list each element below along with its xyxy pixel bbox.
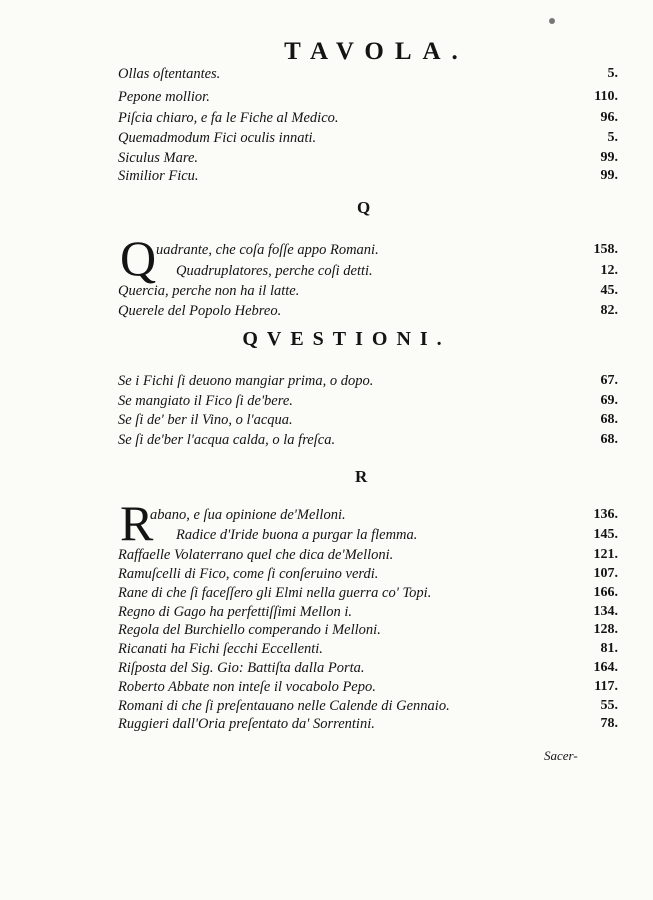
index-entry bbox=[118, 602, 618, 622]
entry-text: uadrante, che coſa foſſe appo Romani. bbox=[156, 242, 379, 258]
index-entry bbox=[118, 87, 618, 107]
index-entry bbox=[118, 620, 618, 640]
index-entry bbox=[118, 371, 618, 391]
entry-page: 5. bbox=[607, 66, 618, 81]
entry-text: Riſposta del Sig. Gio: Battiſta dalla Porta. bbox=[118, 660, 365, 676]
entry-text: Raffaelle Volaterrano quel che dica de'Melloni. bbox=[118, 547, 394, 563]
index-entry bbox=[118, 639, 618, 659]
entry-text: Quemadmodum Fici oculis innati. bbox=[118, 130, 317, 146]
entry-page: 145. bbox=[593, 527, 618, 542]
index-entry bbox=[118, 564, 618, 584]
section-heading: QVESTIONI. bbox=[242, 328, 451, 350]
entry-text: Querele del Popolo Hebreo. bbox=[118, 303, 282, 319]
index-entry bbox=[156, 240, 618, 260]
entry-page: 81. bbox=[600, 641, 618, 656]
index-entry bbox=[118, 696, 618, 716]
entry-text: Rane di che ſi faceſſero gli Elmi nella guerra co' Topi. bbox=[118, 585, 432, 601]
entry-page: 158. bbox=[593, 242, 618, 257]
entry-page: 55. bbox=[600, 698, 618, 713]
entry-text: Pepone mollior. bbox=[118, 89, 210, 105]
entry-text: Romani di che ſi preſentauano nelle Calende di Gennaio. bbox=[118, 698, 450, 714]
entry-text: Se mangiato il Fico ſi de'bere. bbox=[118, 393, 293, 409]
index-entry bbox=[118, 64, 618, 84]
entry-page: 128. bbox=[593, 622, 618, 637]
entry-text: Regola del Burchiello comperando i Melloni. bbox=[118, 622, 381, 638]
entry-text: Radice d'Iride buona a purgar la flemma. bbox=[176, 527, 418, 543]
index-entry bbox=[118, 148, 618, 168]
entry-text: Se i Fichi ſi deuono mangiar prima, o dopo. bbox=[118, 373, 374, 389]
entry-page: 68. bbox=[600, 412, 618, 427]
entry-text: Quercia, perche non ha il latte. bbox=[118, 283, 300, 299]
drop-cap-r: R bbox=[120, 495, 154, 551]
index-entry bbox=[118, 301, 618, 321]
entry-page: 78. bbox=[600, 716, 618, 731]
index-entry bbox=[118, 166, 618, 186]
entry-text: Siculus Mare. bbox=[118, 150, 199, 166]
index-entry bbox=[118, 128, 618, 148]
page-title: TAVOLA. bbox=[284, 38, 469, 65]
index-entry bbox=[118, 108, 618, 128]
index-entry bbox=[118, 525, 618, 545]
entry-page: 5. bbox=[607, 130, 618, 145]
entry-text: Quadruplatores, perche coſi detti. bbox=[176, 263, 373, 279]
entry-text: Regno di Gago ha perfettiſſimi Mellon i. bbox=[118, 604, 352, 620]
entry-page: 134. bbox=[593, 604, 618, 619]
entry-page: 117. bbox=[594, 679, 618, 694]
drop-cap-q: Q bbox=[120, 230, 157, 286]
index-entry bbox=[118, 430, 618, 450]
index-entry bbox=[118, 281, 618, 301]
entry-text: Ollas oſtentantes. bbox=[118, 66, 221, 82]
entry-text: Similior Ficu. bbox=[118, 168, 199, 184]
entry-text: Ruggieri dall'Oria preſentato da' Sorrentini. bbox=[118, 716, 375, 732]
entry-page: 107. bbox=[593, 566, 618, 581]
index-entry bbox=[118, 583, 618, 603]
entry-page: 68. bbox=[600, 432, 618, 447]
entry-text: Piſcia chiaro, e fa le Fiche al Medico. bbox=[118, 110, 339, 126]
index-entry bbox=[118, 677, 618, 697]
entry-page: 166. bbox=[593, 585, 618, 600]
entry-page: 45. bbox=[600, 283, 618, 298]
ink-spot bbox=[549, 18, 555, 24]
entry-text: abano, e ſua opinione de'Melloni. bbox=[150, 507, 346, 523]
index-entry bbox=[118, 545, 618, 565]
index-entry bbox=[150, 505, 618, 525]
index-entry bbox=[118, 261, 618, 281]
entry-text: Ramuſcelli di Fico, come ſi conſeruino verdi. bbox=[118, 566, 379, 582]
entry-text: Se ſi de' ber il Vino, o l'acqua. bbox=[118, 412, 293, 428]
index-entry bbox=[118, 391, 618, 411]
catchword: Sacer- bbox=[544, 748, 578, 763]
entry-page: 82. bbox=[600, 303, 618, 318]
entry-page: 121. bbox=[593, 547, 618, 562]
entry-page: 99. bbox=[600, 168, 618, 183]
section-letter-r: R bbox=[355, 467, 368, 486]
index-entry bbox=[118, 410, 618, 430]
entry-page: 110. bbox=[594, 89, 618, 104]
entry-text: Roberto Abbate non inteſe il vocabolo Pepo. bbox=[118, 679, 376, 695]
entry-page: 99. bbox=[600, 150, 618, 165]
index-entry bbox=[118, 714, 618, 734]
entry-text: Ricanati ha Fichi ſecchi Eccellenti. bbox=[118, 641, 323, 657]
section-letter-q: Q bbox=[357, 198, 371, 217]
entry-page: 96. bbox=[600, 110, 618, 125]
entry-page: 67. bbox=[600, 373, 618, 388]
entry-page: 164. bbox=[593, 660, 618, 675]
entry-page: 136. bbox=[593, 507, 618, 522]
index-entry bbox=[118, 658, 618, 678]
entry-text: Se ſi de'ber l'acqua calda, o la freſca. bbox=[118, 432, 336, 448]
entry-page: 12. bbox=[600, 263, 618, 278]
entry-page: 69. bbox=[600, 393, 618, 408]
